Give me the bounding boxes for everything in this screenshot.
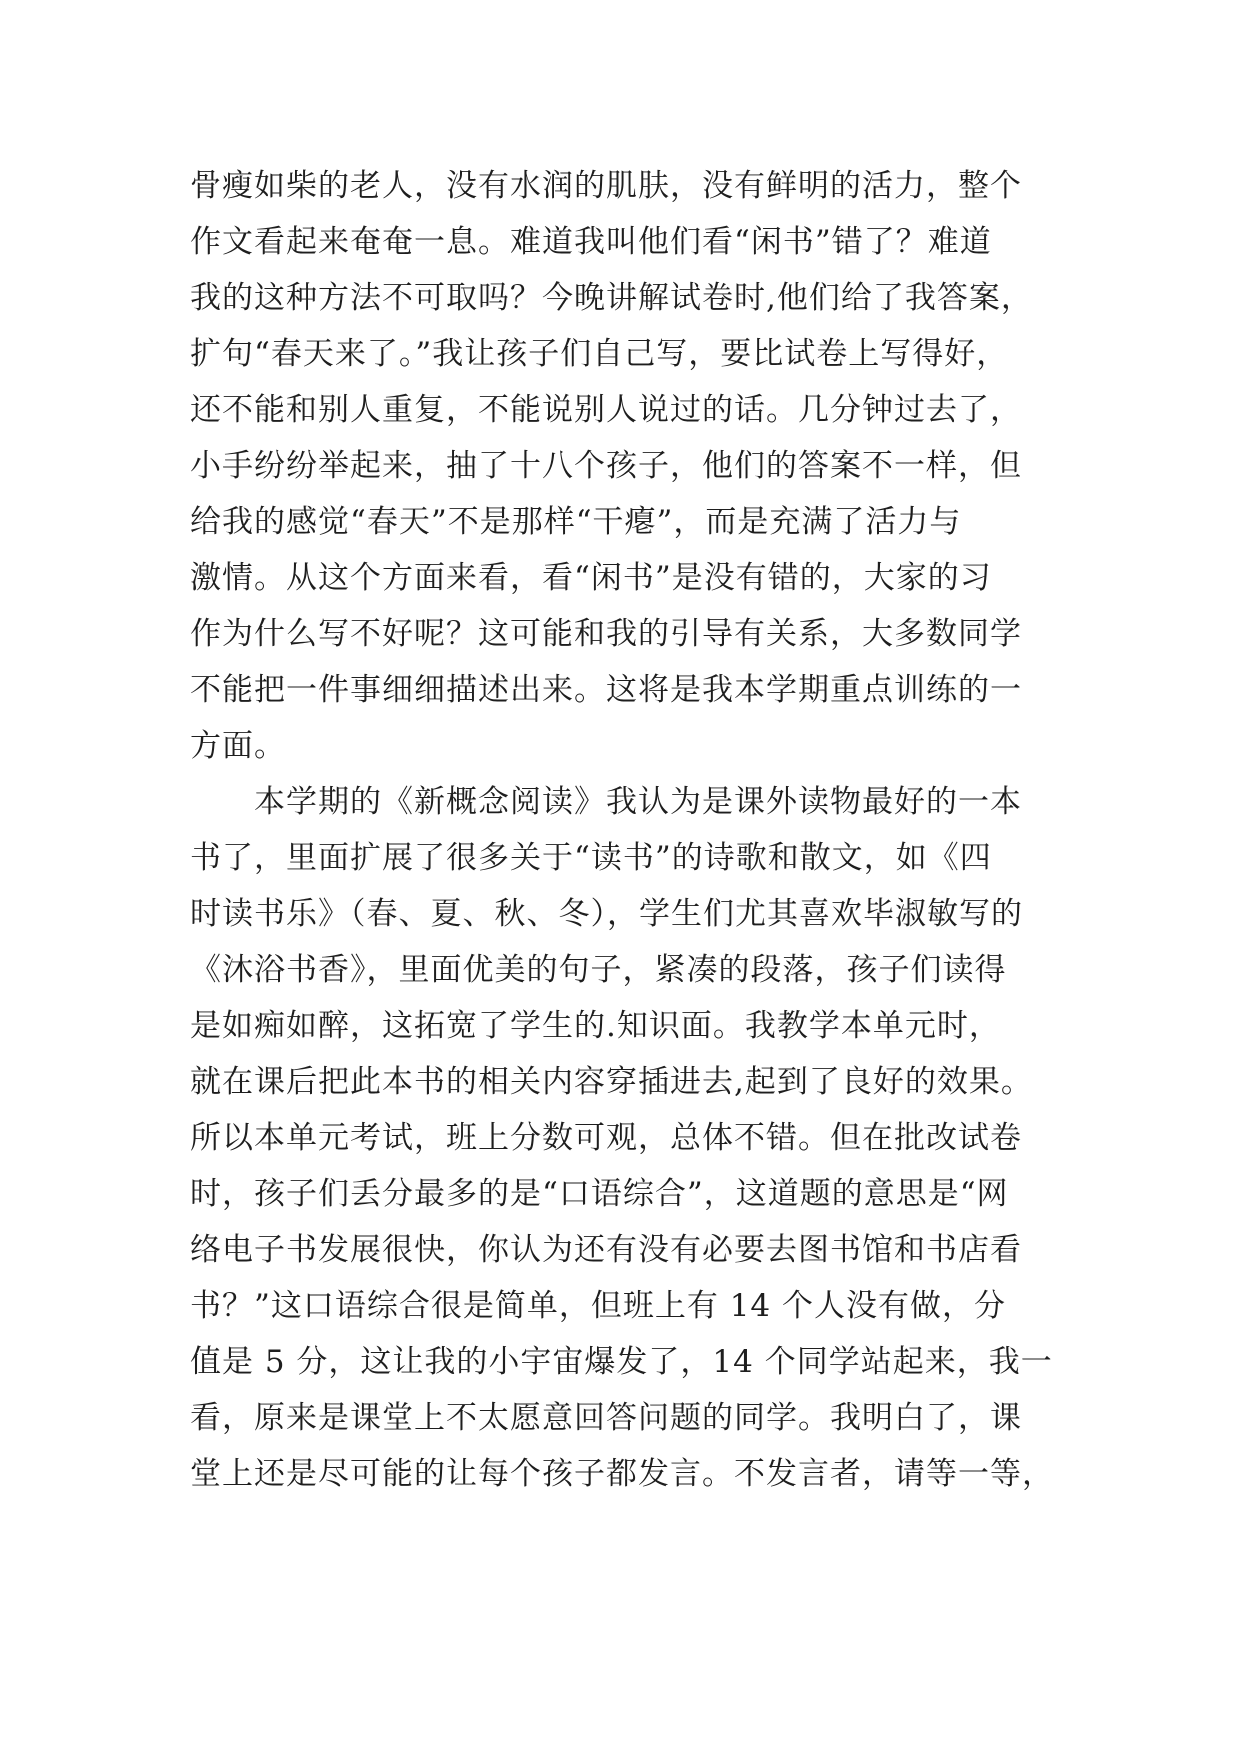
text-line: 看，原来是课堂上不太愿意回答问题的同学。我明白了，课 xyxy=(190,1400,1022,1436)
text-line: 时读书乐》（春、夏、秋、冬），学生们尤其喜欢毕淑敏写的 xyxy=(190,896,1023,932)
body-text xyxy=(190,158,1090,1502)
text-line: 给我的感觉“春天”不是那样“干瘪”，而是充满了活力与 xyxy=(190,504,962,540)
paragraph-start-line: 本学期的《新概念阅读》我认为是课外读物最好的一本 xyxy=(190,784,1022,820)
text-line: 《沐浴书香》，里面优美的句子，紧凑的段落，孩子们读得 xyxy=(190,952,1007,988)
text-line: 小手纷纷举起来，抽了十八个孩子，他们的答案不一样，但 xyxy=(190,448,1022,484)
text-line: 书了，里面扩展了很多关于“读书”的诗歌和散文，如《四 xyxy=(190,840,992,876)
text-line: 就在课后把此本书的相关内容穿插进去,起到了良好的效果。 xyxy=(190,1064,1033,1100)
text-line: 扩句“春天来了。”我让孩子们自己写，要比试卷上写得好， xyxy=(190,336,1009,372)
text-line: 我的这种方法不可取吗？今晚讲解试卷时,他们给了我答案， xyxy=(190,280,1033,316)
text-line: 堂上还是尽可能的让每个孩子都发言。不发言者，请等一等， xyxy=(190,1456,1054,1492)
text-line: 还不能和别人重复，不能说别人说过的话。几分钟过去了， xyxy=(190,392,1022,428)
text-line: 值是 5 分，这让我的小宇宙爆发了，14 个同学站起来，我一 xyxy=(190,1344,1053,1380)
text-line: 方面。 xyxy=(190,728,286,764)
text-line: 是如痴如醉，这拓宽了学生的.知识面。我教学本单元时， xyxy=(190,1008,1001,1044)
text-line: 络电子书发展很快，你认为还有没有必要去图书馆和书店看 xyxy=(190,1232,1022,1268)
text-line: 骨瘦如柴的老人，没有水润的肌肤，没有鲜明的活力，整个 xyxy=(190,168,1022,204)
text-line: 不能把一件事细细描述出来。这将是我本学期重点训练的一 xyxy=(190,672,1022,708)
text-line: 作为什么写不好呢？这可能和我的引导有关系，大多数同学 xyxy=(190,616,1022,652)
text-line: 所以本单元考试，班上分数可观，总体不错。但在批改试卷 xyxy=(190,1120,1022,1156)
text-line: 激情。从这个方面来看，看“闲书”是没有错的，大家的习 xyxy=(190,560,992,596)
text-line: 书？”这口语综合很是简单，但班上有 14 个人没有做，分 xyxy=(190,1288,1006,1324)
text-line: 时，孩子们丢分最多的是“口语综合”，这道题的意思是“网 xyxy=(190,1176,1009,1212)
text-line: 作文看起来奄奄一息。难道我叫他们看“闲书”错了？难道 xyxy=(190,224,992,260)
